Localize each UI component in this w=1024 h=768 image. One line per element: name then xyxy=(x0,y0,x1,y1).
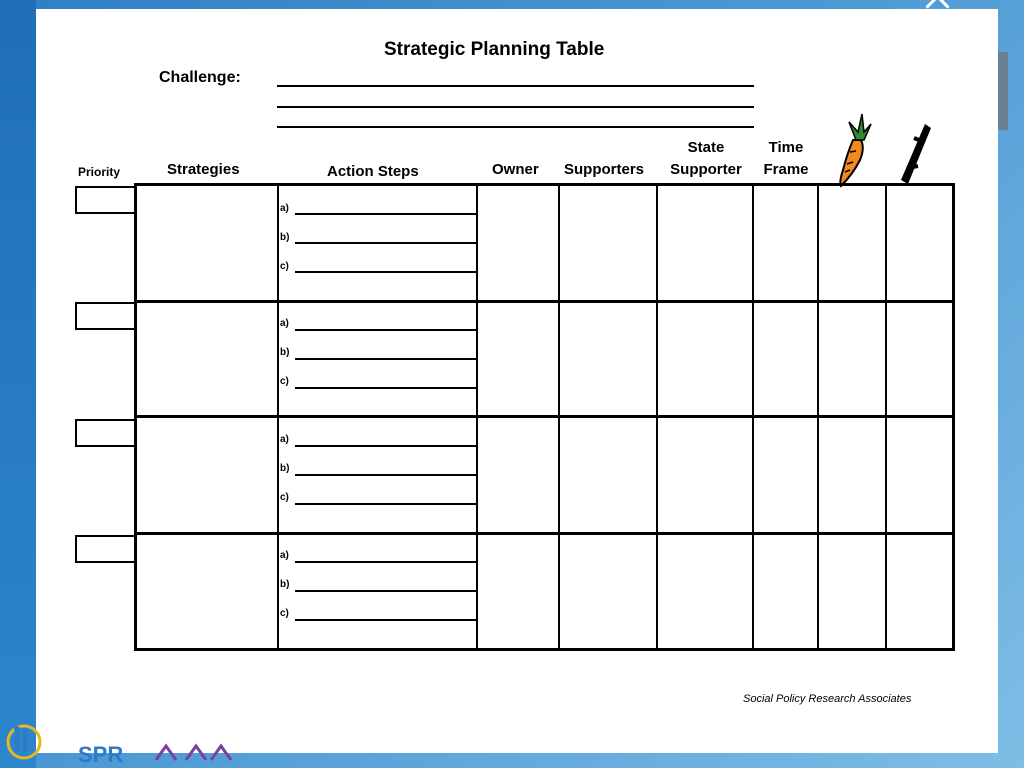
step-line[interactable] xyxy=(295,213,476,215)
step-line[interactable] xyxy=(295,503,476,505)
grid-col-time xyxy=(817,183,819,651)
col-supporters: Supporters xyxy=(564,161,645,178)
time-label: Time xyxy=(768,139,804,156)
grid-col-supporters xyxy=(656,183,658,651)
step-label: b) xyxy=(280,347,290,358)
step-line[interactable] xyxy=(295,590,476,592)
step-line[interactable] xyxy=(295,445,476,447)
challenge-line-1 xyxy=(277,85,754,87)
state-label: State xyxy=(687,139,725,156)
col-time-frame xyxy=(758,137,814,181)
grid-col-action xyxy=(476,183,478,651)
step-line[interactable] xyxy=(295,474,476,476)
step-label: b) xyxy=(280,232,290,243)
grid-col-carrot xyxy=(885,183,887,651)
step-label: a) xyxy=(280,434,289,445)
challenge-label: Challenge: xyxy=(159,69,241,86)
spr-logo xyxy=(6,712,246,764)
step-label: c) xyxy=(280,608,289,619)
step-line[interactable] xyxy=(295,561,476,563)
step-line[interactable] xyxy=(295,329,476,331)
priority-box-3[interactable] xyxy=(75,419,134,447)
frame-label: Frame xyxy=(763,161,809,178)
grid-line-bottom xyxy=(134,648,955,651)
carrot-icon xyxy=(831,112,881,192)
priority-box-1[interactable] xyxy=(75,186,134,214)
challenge-line-3 xyxy=(277,126,754,128)
grid-col-state xyxy=(752,183,754,651)
grid-line-top xyxy=(134,183,955,186)
col-state-supporter xyxy=(664,137,748,181)
left-band xyxy=(0,0,36,768)
step-label: a) xyxy=(280,318,289,329)
grid-col-owner xyxy=(558,183,560,651)
step-line[interactable] xyxy=(295,271,476,273)
step-label: b) xyxy=(280,579,290,590)
col-owner: Owner xyxy=(492,161,539,178)
col-action-steps: Action Steps xyxy=(327,163,419,180)
stick-icon xyxy=(898,122,938,188)
grid-col-right xyxy=(952,183,955,651)
step-label: a) xyxy=(280,203,289,214)
challenge-line-2 xyxy=(277,106,754,108)
col-priority: Priority xyxy=(78,165,121,179)
step-line[interactable] xyxy=(295,242,476,244)
footer-credit: Social Policy Research Associates xyxy=(743,693,912,705)
step-label: c) xyxy=(280,376,289,387)
page-title: Strategic Planning Table xyxy=(384,39,605,60)
step-label: b) xyxy=(280,463,290,474)
grid-line-row-2 xyxy=(134,415,955,418)
priority-box-4[interactable] xyxy=(75,535,134,563)
step-line[interactable] xyxy=(295,358,476,360)
step-label: c) xyxy=(280,261,289,272)
grid-col-left xyxy=(134,183,137,651)
grid-line-row-3 xyxy=(134,532,955,535)
supporter-label: Supporter xyxy=(670,161,742,178)
priority-box-2[interactable] xyxy=(75,302,134,330)
step-label: c) xyxy=(280,492,289,503)
grid-col-strategies xyxy=(277,183,279,651)
planning-sheet xyxy=(36,9,998,753)
logo-text: SPR xyxy=(78,742,124,764)
step-label: a) xyxy=(280,550,289,561)
col-strategies: Strategies xyxy=(167,161,240,178)
grid-line-row-1 xyxy=(134,300,955,303)
scroll-handle[interactable] xyxy=(998,52,1008,130)
step-line[interactable] xyxy=(295,387,476,389)
step-line[interactable] xyxy=(295,619,476,621)
